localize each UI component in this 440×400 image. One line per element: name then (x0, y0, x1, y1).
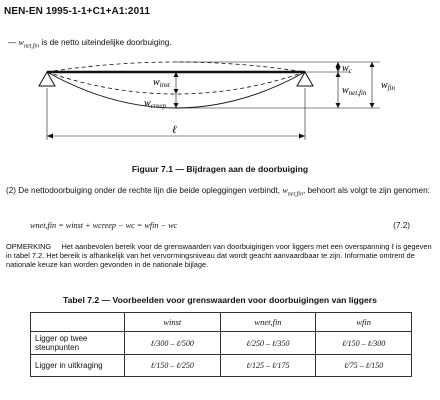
table-cell: ℓ/150 – ℓ/250 (125, 355, 221, 377)
table-cell: ℓ/300 – ℓ/500 (125, 332, 221, 355)
label-w-creep: $w_{creep}$ (144, 98, 166, 110)
note-block (6, 242, 436, 269)
table-row (31, 332, 412, 355)
definition-dash: — (8, 38, 17, 47)
equation-expression: wnet,fin = winst + wcreep − wc = wfin − wc (30, 221, 178, 230)
label-span: ℓ (172, 124, 177, 136)
table-header-cell: winst (125, 313, 221, 332)
equation-number: (7.2) (393, 221, 410, 230)
paragraph-2: (2) De nettodoorbuiging onder de rechte lijn die beide opleggingen verbindt, $w_{net,fin}$, behoort als volgt te zijn genomen: (6, 186, 430, 198)
precamber-curve (47, 62, 305, 72)
left-support (39, 72, 55, 86)
table-header-cell (31, 313, 125, 332)
definition-line (8, 38, 172, 52)
note-label: OPMERKING (6, 242, 52, 251)
document-header: NEN-EN 1995-1-1+C1+A1:2011 (4, 6, 151, 17)
table-cell: ℓ/250 – ℓ/350 (220, 332, 316, 355)
table-row-label: Ligger in uitkraging (31, 355, 125, 377)
table-cell: ℓ/150 – ℓ/300 (316, 332, 412, 355)
table-caption: Tabel 7.2 — Voorbeelden voor grenswaarden voor doorbuigingen van liggers (63, 295, 377, 305)
table-header-cell: wfin (316, 313, 412, 332)
deflection-limits-table (30, 312, 412, 377)
table-header-row (31, 313, 412, 332)
definition-text: is de netto uiteindelijke doorbuiging. (41, 38, 172, 47)
label-w-fin: $w_{fin}$ (381, 80, 396, 92)
table-row (31, 355, 412, 377)
table-cell: ℓ/125 – ℓ/175 (220, 355, 316, 377)
right-support (297, 72, 313, 86)
figure-caption: Figuur 7.1 — Bijdragen aan de doorbuiging (131, 164, 309, 174)
label-w-net-fin: $w_{net,fin}$ (342, 85, 367, 97)
table-row-label: Ligger op twee steunpunten (31, 332, 125, 355)
table-cell: ℓ/75 – ℓ/150 (316, 355, 412, 377)
definition-symbol: $w_{net,fin}$ (18, 38, 40, 50)
label-w-c: $w_c$ (342, 63, 352, 75)
note-text: Het aanbevolen bereik voor de grenswaarden van doorbuigingen voor liggers met een overspanning ℓ is gegeven in tabel 7.2. Het bereik is afhankelijk van het vervormingsniveau dat wordt geacht aanvaardbaar te zijn. Informatie omtrent de nationale keuze kan worden gevonden in de nationale bijlage. (6, 242, 432, 269)
label-w-inst: $w_{inst}$ (153, 77, 170, 89)
deflection-diagram (0, 56, 440, 156)
table-header-cell: wnet,fin (220, 313, 316, 332)
